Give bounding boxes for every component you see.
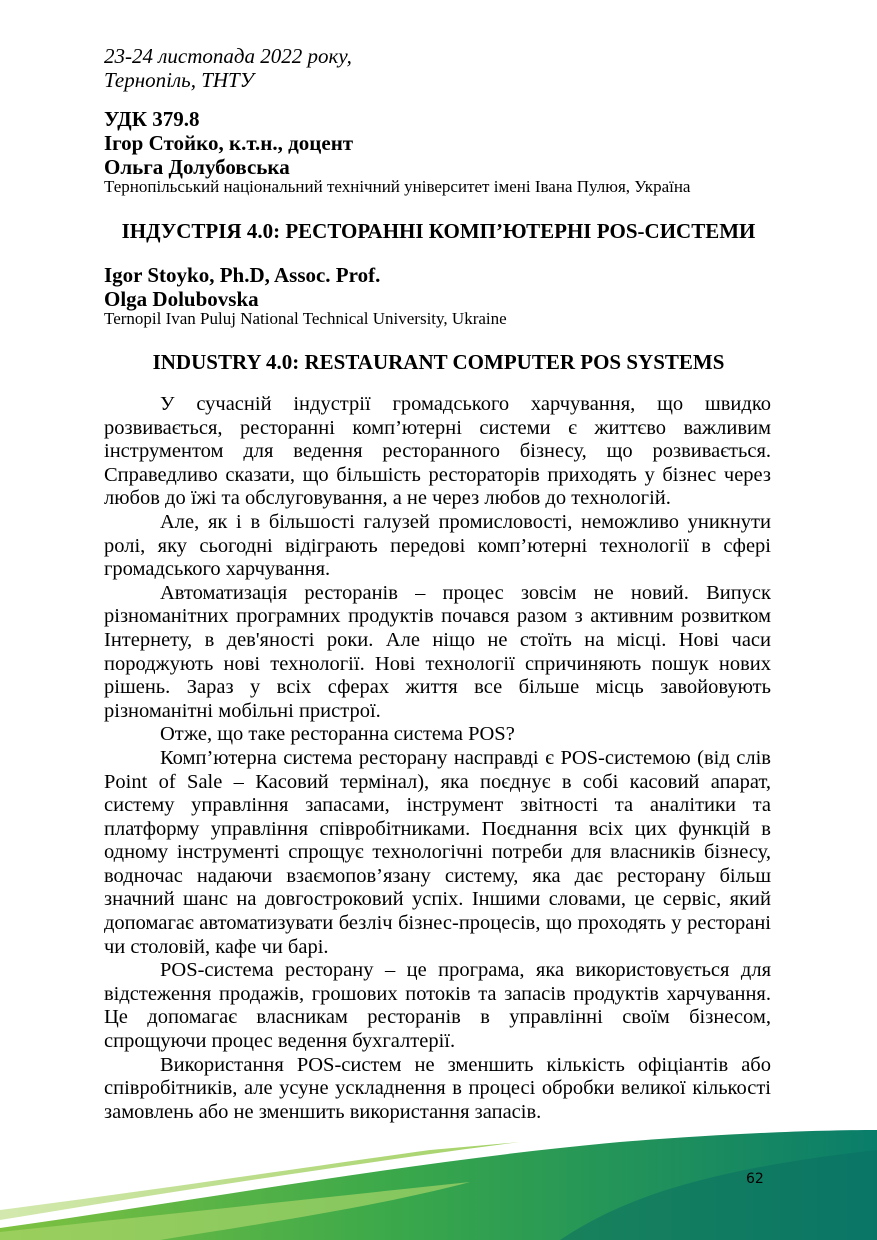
paragraph-5: Комп’ютерна система ресторану насправді є POS-системою (від слів Point of Sale – Касовий термінал), яка поєднує в собі касовий апарат, систему управління запасами, інструмент звітності та аналітики та платформу управління співробітниками. Поєднання всіх цих функцій в одному інструменті спрощує технологічні потреби для власників бізнесу, водночас надаючи взаємопов’язану систему, яка дає ресторану більш значний шанс на довгостроковий успіх. Іншими словами, це сервіс, який допомагає автоматизувати безліч бізнес-процесів, що проходять у ресторані чи столовій, кафе чи барі. [104,746,771,958]
title-en: INDUSTRY 4.0: RESTAURANT COMPUTER POS SYSTEMS [152,350,725,374]
conference-place: Тернопіль, ТНТУ [104,68,254,92]
author-ua-2: Ольга Долубовська [104,155,290,179]
author-en-1: Igor Stoyko, Ph.D, Assoc. Prof. [104,263,381,287]
paragraph-6: POS-система ресторану – це програма, яка використовується для відстеження продажів, грошових потоків та запасів продуктів харчування. Це допомагає власникам ресторанів в управлінні своїм бізнесом, спрощуючи процес ведення бухгалтерії. [104,959,771,1053]
affiliation-ua: Тернопільський національний технічний університет імені Івана Пулюя, Україна [104,177,691,196]
author-en-2: Olga Dolubovska [104,287,259,311]
conference-date: 23-24 листопада 2022 року, [104,44,352,68]
author-ua-1: Ігор Стойко, к.т.н., доцент [104,131,354,155]
paragraph-7: Використання POS-систем не зменшить кількість офіціантів або співробітників, але усуне ускладнення в процесі обробки великої кількості замовлень або не зменшить використання запасів. [104,1053,771,1123]
paragraph-1: У сучасній індустрії громадського харчування, що швидко розвивається, ресторанні комп’ютерні системи є життєво важливим інструментом для ведення ресторанного бізнесу, що розвивається. Справедливо сказати, що більшість рестораторів приходять у бізнес через любов до їжі та обслуговування, а не через любов до технологій. [104,393,771,510]
paragraph-3: Автоматизація ресторанів – процес зовсім не новий. Випуск різноманітних програмних продуктів почався разом з активним розвитком Інтернету, в дев'яності роки. Але ніщо не стоїть на місці. Нові часи породжують нові технології. Нові технології спричиняють пошук нових рішень. Зараз у всіх сферах життя все більше місць завойовують різноманітні мобільні пристрої. [104,581,771,722]
body-text [104,393,771,1124]
udc-code: УДК 379.8 [104,107,200,131]
paragraph-2: Але, як і в більшості галузей промисловості, неможливо уникнути ролі, яку сьогодні відіграють передові комп’ютерні технології в сфері громадського харчування. [104,510,771,581]
page-number: 62 [746,1171,764,1187]
paragraph-4: Отже, що таке ресторанна система POS? [160,723,515,746]
title-ua: ІНДУСТРІЯ 4.0: РЕСТОРАННІ КОМП’ЮТЕРНІ POS-СИСТЕМИ [121,219,756,243]
affiliation-en: Ternopil Ivan Puluj National Technical University, Ukraine [104,309,507,328]
